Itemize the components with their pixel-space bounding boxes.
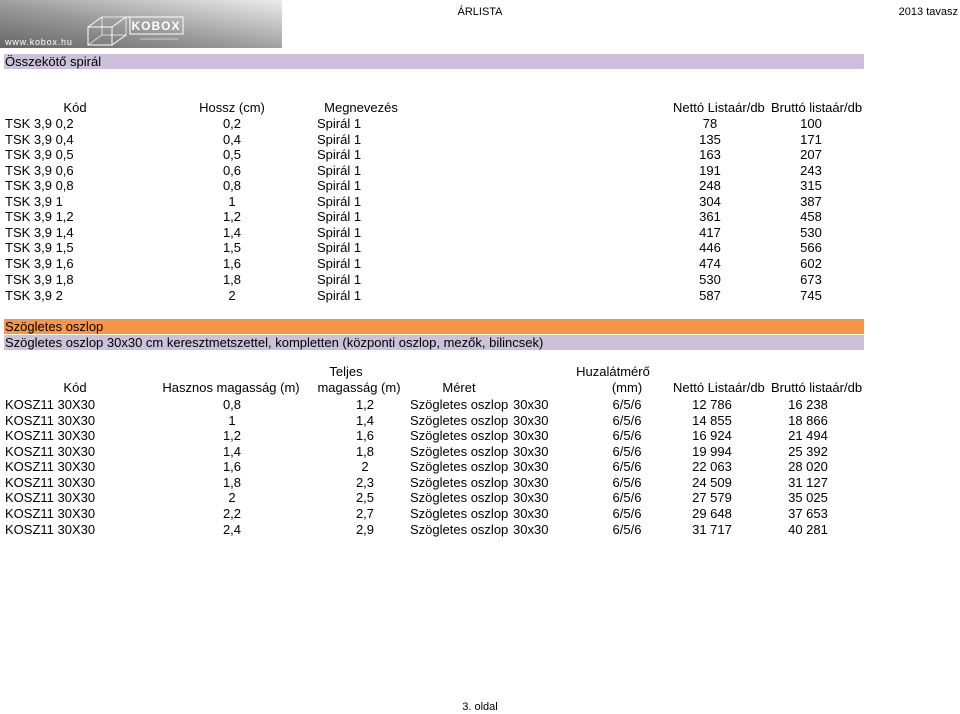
- column-header-net-price: Nettó Listaár/db: [673, 380, 765, 395]
- net-price: 135: [699, 132, 721, 147]
- net-price: 16 924: [692, 428, 732, 443]
- product-code: TSK 3,9 1,5: [5, 240, 74, 255]
- product-type: Szögletes oszlop: [410, 475, 509, 490]
- logo-wordmark: KOBOX: [131, 19, 181, 33]
- product-code: KOSZ11 30X30: [5, 444, 96, 459]
- gross-price: 21 494: [788, 428, 828, 443]
- total-height-value: 2,3: [355, 475, 375, 490]
- product-type: Szögletes oszlop: [410, 428, 509, 443]
- usable-height-value: 2: [228, 490, 236, 505]
- product-size: 30x30: [513, 413, 549, 428]
- length-value: 1: [228, 194, 236, 209]
- section-subtitle: Szögletes oszlop 30x30 cm keresztmetszettel, kompletten (központi oszlop, mezők, bilincsek): [5, 335, 544, 350]
- net-price: 191: [699, 163, 721, 178]
- table-row: [0, 459, 960, 475]
- document-edition: 2013 tavasz: [898, 6, 958, 18]
- usable-height-value: 1,6: [222, 459, 242, 474]
- logo-url: www.kobox.hu: [5, 37, 73, 47]
- total-height-value: 2: [361, 459, 369, 474]
- column-header-length: Hossz (cm): [199, 100, 265, 115]
- product-name: Spirál 1: [317, 272, 362, 287]
- table-row: [0, 428, 960, 444]
- total-height-value: 1,8: [355, 444, 375, 459]
- product-type: Szögletes oszlop: [410, 459, 509, 474]
- product-code: KOSZ11 30X30: [5, 428, 96, 443]
- kobox-logo: [0, 0, 282, 48]
- product-type: Szögletes oszlop: [410, 506, 509, 521]
- product-size: 30x30: [513, 490, 549, 505]
- length-value: 1,2: [222, 209, 242, 224]
- product-type: Szögletes oszlop: [410, 490, 509, 505]
- column-header-size: Méret: [442, 380, 476, 395]
- product-name: Spirál 1: [317, 225, 362, 240]
- net-price: 163: [699, 147, 721, 162]
- gross-price: 566: [800, 240, 822, 255]
- table-row: [0, 256, 960, 272]
- table-row: [0, 288, 960, 304]
- net-price: 587: [699, 288, 721, 303]
- total-height-value: 1,6: [355, 428, 375, 443]
- net-price: 14 855: [692, 413, 732, 428]
- usable-height-value: 1: [228, 413, 236, 428]
- document-title: ÁRLISTA: [457, 6, 503, 18]
- wire-diameter: 6/5/6: [612, 397, 642, 412]
- product-code: TSK 3,9 1: [5, 194, 63, 209]
- wire-diameter: 6/5/6: [612, 459, 642, 474]
- column-header-total-height-line1: Teljes: [329, 364, 363, 379]
- product-size: 30x30: [513, 444, 549, 459]
- gross-price: 171: [800, 132, 822, 147]
- section-title: Szögletes oszlop: [5, 319, 104, 334]
- table-row: [0, 147, 960, 163]
- net-price: 29 648: [692, 506, 732, 521]
- length-value: 2: [228, 288, 236, 303]
- net-price: 12 786: [692, 397, 732, 412]
- product-code: KOSZ11 30X30: [5, 397, 96, 412]
- gross-price: 40 281: [788, 522, 828, 537]
- product-code: TSK 3,9 2: [5, 288, 63, 303]
- gross-price: 35 025: [788, 490, 828, 505]
- table-row: [0, 272, 960, 288]
- column-header-gross-price: Bruttó listaár/db: [771, 380, 863, 395]
- table-row: [0, 163, 960, 179]
- product-name: Spirál 1: [317, 147, 362, 162]
- gross-price: 530: [800, 225, 822, 240]
- product-size: 30x30: [513, 522, 549, 537]
- net-price: 530: [699, 272, 721, 287]
- wire-diameter: 6/5/6: [612, 413, 642, 428]
- product-name: Spirál 1: [317, 163, 362, 178]
- gross-price: 315: [800, 178, 822, 193]
- product-code: TSK 3,9 0,2: [5, 116, 74, 131]
- length-value: 1,4: [222, 225, 242, 240]
- column-header-total-height-line2: magasság (m): [317, 380, 401, 395]
- wire-diameter: 6/5/6: [612, 428, 642, 443]
- gross-price: 745: [800, 288, 822, 303]
- product-code: TSK 3,9 1,8: [5, 272, 74, 287]
- table-row: [0, 397, 960, 413]
- product-code: KOSZ11 30X30: [5, 490, 96, 505]
- product-code: KOSZ11 30X30: [5, 522, 96, 537]
- table-row: [0, 506, 960, 522]
- product-size: 30x30: [513, 459, 549, 474]
- product-type: Szögletes oszlop: [410, 444, 509, 459]
- product-name: Spirál 1: [317, 288, 362, 303]
- gross-price: 16 238: [788, 397, 828, 412]
- section-subheader-post: [4, 335, 864, 350]
- gross-price: 207: [800, 147, 822, 162]
- column-header-wire-line1: Huzalátmérő: [576, 364, 650, 379]
- table-header-line2: [0, 380, 960, 396]
- product-code: KOSZ11 30X30: [5, 459, 96, 474]
- table-row: [0, 132, 960, 148]
- product-type: Szögletes oszlop: [410, 397, 509, 412]
- product-size: 30x30: [513, 397, 549, 412]
- table-row: [0, 475, 960, 491]
- product-name: Spirál 1: [317, 178, 362, 193]
- table-row: [0, 490, 960, 506]
- product-size: 30x30: [513, 506, 549, 521]
- net-price: 361: [699, 209, 721, 224]
- wire-diameter: 6/5/6: [612, 475, 642, 490]
- gross-price: 387: [800, 194, 822, 209]
- total-height-value: 2,9: [355, 522, 375, 537]
- section-title: Összekötő spirál: [5, 54, 102, 69]
- product-type: Szögletes oszlop: [410, 413, 509, 428]
- product-size: 30x30: [513, 428, 549, 443]
- length-value: 1,6: [222, 256, 242, 271]
- table-row: [0, 225, 960, 241]
- product-code: KOSZ11 30X30: [5, 413, 96, 428]
- wire-diameter: 6/5/6: [612, 490, 642, 505]
- table-header-line1: [0, 364, 960, 380]
- usable-height-value: 0,8: [222, 397, 242, 412]
- product-name: Spirál 1: [317, 194, 362, 209]
- net-price: 19 994: [692, 444, 732, 459]
- length-value: 0,2: [222, 116, 242, 131]
- column-header-net-price: Nettó Listaár/db: [673, 100, 765, 115]
- column-header-usable-height: Hasznos magasság (m): [162, 380, 300, 395]
- product-name: Spirál 1: [317, 132, 362, 147]
- gross-price: 37 653: [788, 506, 828, 521]
- length-value: 1,8: [222, 272, 242, 287]
- product-code: TSK 3,9 1,2: [5, 209, 74, 224]
- column-header-name: Megnevezés: [324, 100, 398, 115]
- table-row: [0, 522, 960, 538]
- product-code: TSK 3,9 0,4: [5, 132, 74, 147]
- table-row: [0, 178, 960, 194]
- net-price: 446: [699, 240, 721, 255]
- table-row: [0, 194, 960, 210]
- page-number: 3. oldal: [462, 701, 498, 713]
- total-height-value: 1,2: [355, 397, 375, 412]
- product-code: TSK 3,9 0,5: [5, 147, 74, 162]
- usable-height-value: 1,2: [222, 428, 242, 443]
- total-height-value: 1,4: [355, 413, 375, 428]
- net-price: 22 063: [692, 459, 732, 474]
- product-code: TSK 3,9 0,6: [5, 163, 74, 178]
- wire-diameter: 6/5/6: [612, 522, 642, 537]
- gross-price: 100: [800, 116, 822, 131]
- column-header-gross-price: Bruttó listaár/db: [771, 100, 863, 115]
- gross-price: 458: [800, 209, 822, 224]
- section-header-spiral: [4, 54, 864, 69]
- net-price: 417: [699, 225, 721, 240]
- total-height-value: 2,5: [355, 490, 375, 505]
- gross-price: 18 866: [788, 413, 828, 428]
- column-header-code: Kód: [63, 380, 87, 395]
- net-price: 474: [699, 256, 721, 271]
- table-row: [0, 444, 960, 460]
- table-row: [0, 413, 960, 429]
- gross-price: 28 020: [788, 459, 828, 474]
- net-price: 27 579: [692, 490, 732, 505]
- wire-diameter: 6/5/6: [612, 444, 642, 459]
- length-value: 0,6: [222, 163, 242, 178]
- net-price: 248: [699, 178, 721, 193]
- length-value: 0,5: [222, 147, 242, 162]
- product-code: TSK 3,9 1,4: [5, 225, 74, 240]
- net-price: 78: [702, 116, 718, 131]
- product-code: KOSZ11 30X30: [5, 475, 96, 490]
- total-height-value: 2,7: [355, 506, 375, 521]
- table-row: [0, 116, 960, 132]
- net-price: 31 717: [692, 522, 732, 537]
- length-value: 0,8: [222, 178, 242, 193]
- product-code: TSK 3,9 0,8: [5, 178, 74, 193]
- wire-diameter: 6/5/6: [612, 506, 642, 521]
- section-header-post: [4, 319, 864, 334]
- gross-price: 602: [800, 256, 822, 271]
- net-price: 24 509: [692, 475, 732, 490]
- column-header-code: Kód: [63, 100, 87, 115]
- product-code: KOSZ11 30X30: [5, 506, 96, 521]
- gross-price: 673: [800, 272, 822, 287]
- net-price: 304: [699, 194, 721, 209]
- table-row: [0, 209, 960, 225]
- gross-price: 25 392: [788, 444, 828, 459]
- length-value: 0,4: [222, 132, 242, 147]
- usable-height-value: 2,2: [222, 506, 242, 521]
- column-header-wire-line2: (mm): [611, 380, 643, 395]
- product-name: Spirál 1: [317, 116, 362, 131]
- gross-price: 31 127: [788, 475, 828, 490]
- usable-height-value: 1,8: [222, 475, 242, 490]
- table-row: [0, 240, 960, 256]
- length-value: 1,5: [222, 240, 242, 255]
- product-type: Szögletes oszlop: [410, 522, 509, 537]
- product-size: 30x30: [513, 475, 549, 490]
- product-name: Spirál 1: [317, 256, 362, 271]
- usable-height-value: 2,4: [222, 522, 242, 537]
- gross-price: 243: [800, 163, 822, 178]
- product-name: Spirál 1: [317, 209, 362, 224]
- product-code: TSK 3,9 1,6: [5, 256, 74, 271]
- table-header: [0, 100, 960, 116]
- product-name: Spirál 1: [317, 240, 362, 255]
- usable-height-value: 1,4: [222, 444, 242, 459]
